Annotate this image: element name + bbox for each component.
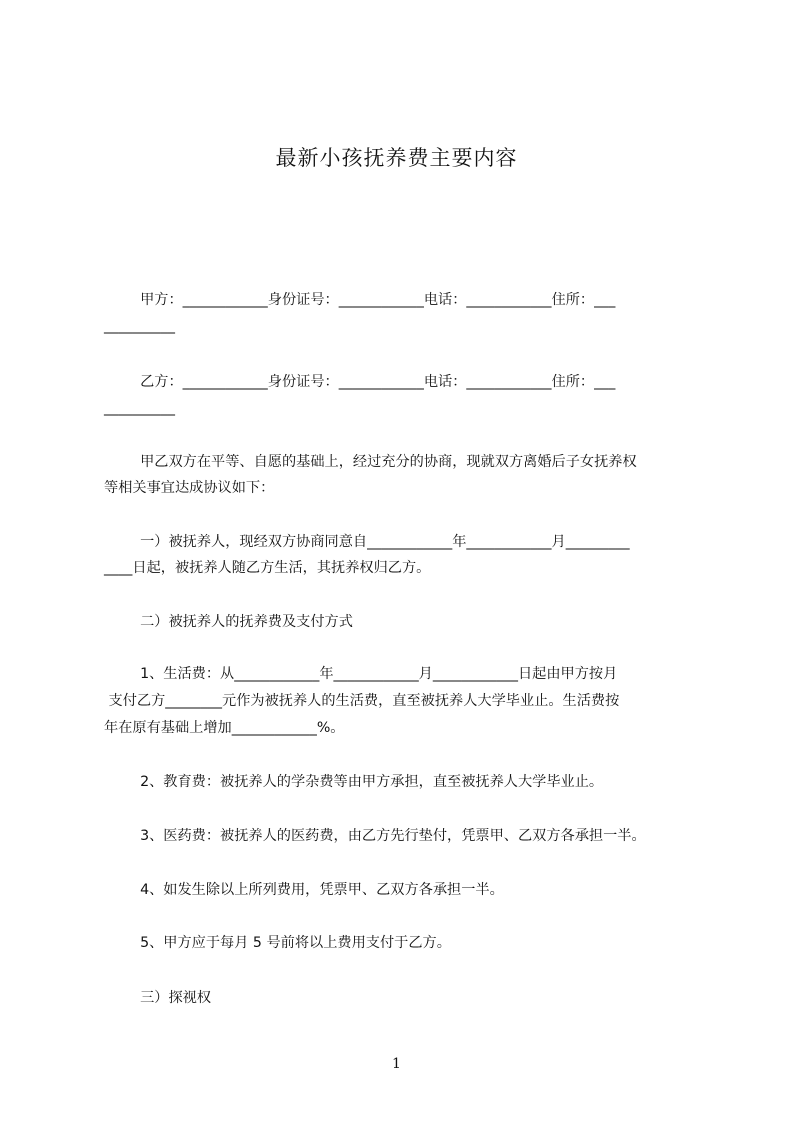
party-b-line-2: __________ — [104, 400, 175, 416]
living-fee-line-2: 支付乙方________元作为被抚养人的生活费，直至被抚养人大学毕业止。生活费按 — [104, 693, 620, 709]
living-fee-line-3: 年在原有基础上增加____________%。 — [104, 720, 345, 736]
intro-line-2: 等相关事宜达成协议如下： — [104, 480, 275, 496]
clause-3-heading: 三）探视权 — [104, 990, 212, 1006]
party-a-line-1: 甲方：____________身份证号：____________电话：____________住所：___ — [104, 292, 616, 308]
education-fee-line: 2、教育费：被抚养人的学杂费等由甲方承担，直至被抚养人大学毕业止。 — [104, 774, 604, 790]
document-title: 最新小孩抚养费主要内容 — [275, 146, 518, 170]
other-fee-line: 4、如发生除以上所列费用，凭票甲、乙双方各承担一半。 — [104, 882, 504, 898]
party-a-line-2: __________ — [104, 318, 175, 334]
living-fee-line-1: 1、生活费：从____________年____________月____________日起由甲方按月 — [104, 666, 618, 682]
page-number: 1 — [392, 1056, 401, 1072]
clause-1-line-2: ____日起，被抚养人随乙方生活，其抚养权归乙方。 — [104, 560, 431, 576]
medical-fee-line: 3、医药费：被抚养人的医药费，由乙方先行垫付，凭票甲、乙双方各承担一半。 — [104, 828, 646, 844]
clause-2-heading: 二）被抚养人的抚养费及支付方式 — [104, 614, 353, 630]
payment-date-line: 5、甲方应于每月 5 号前将以上费用支付于乙方。 — [104, 935, 451, 951]
clause-1-line-1: 一）被抚养人，现经双方协商同意自____________年____________月_________ — [104, 534, 630, 550]
party-b-line-1: 乙方：____________身份证号：____________电话：____________住所：___ — [104, 374, 616, 390]
intro-line-1: 甲乙双方在平等、自愿的基础上，经过充分的协商，现就双方离婚后子女抚养权 — [104, 454, 637, 470]
